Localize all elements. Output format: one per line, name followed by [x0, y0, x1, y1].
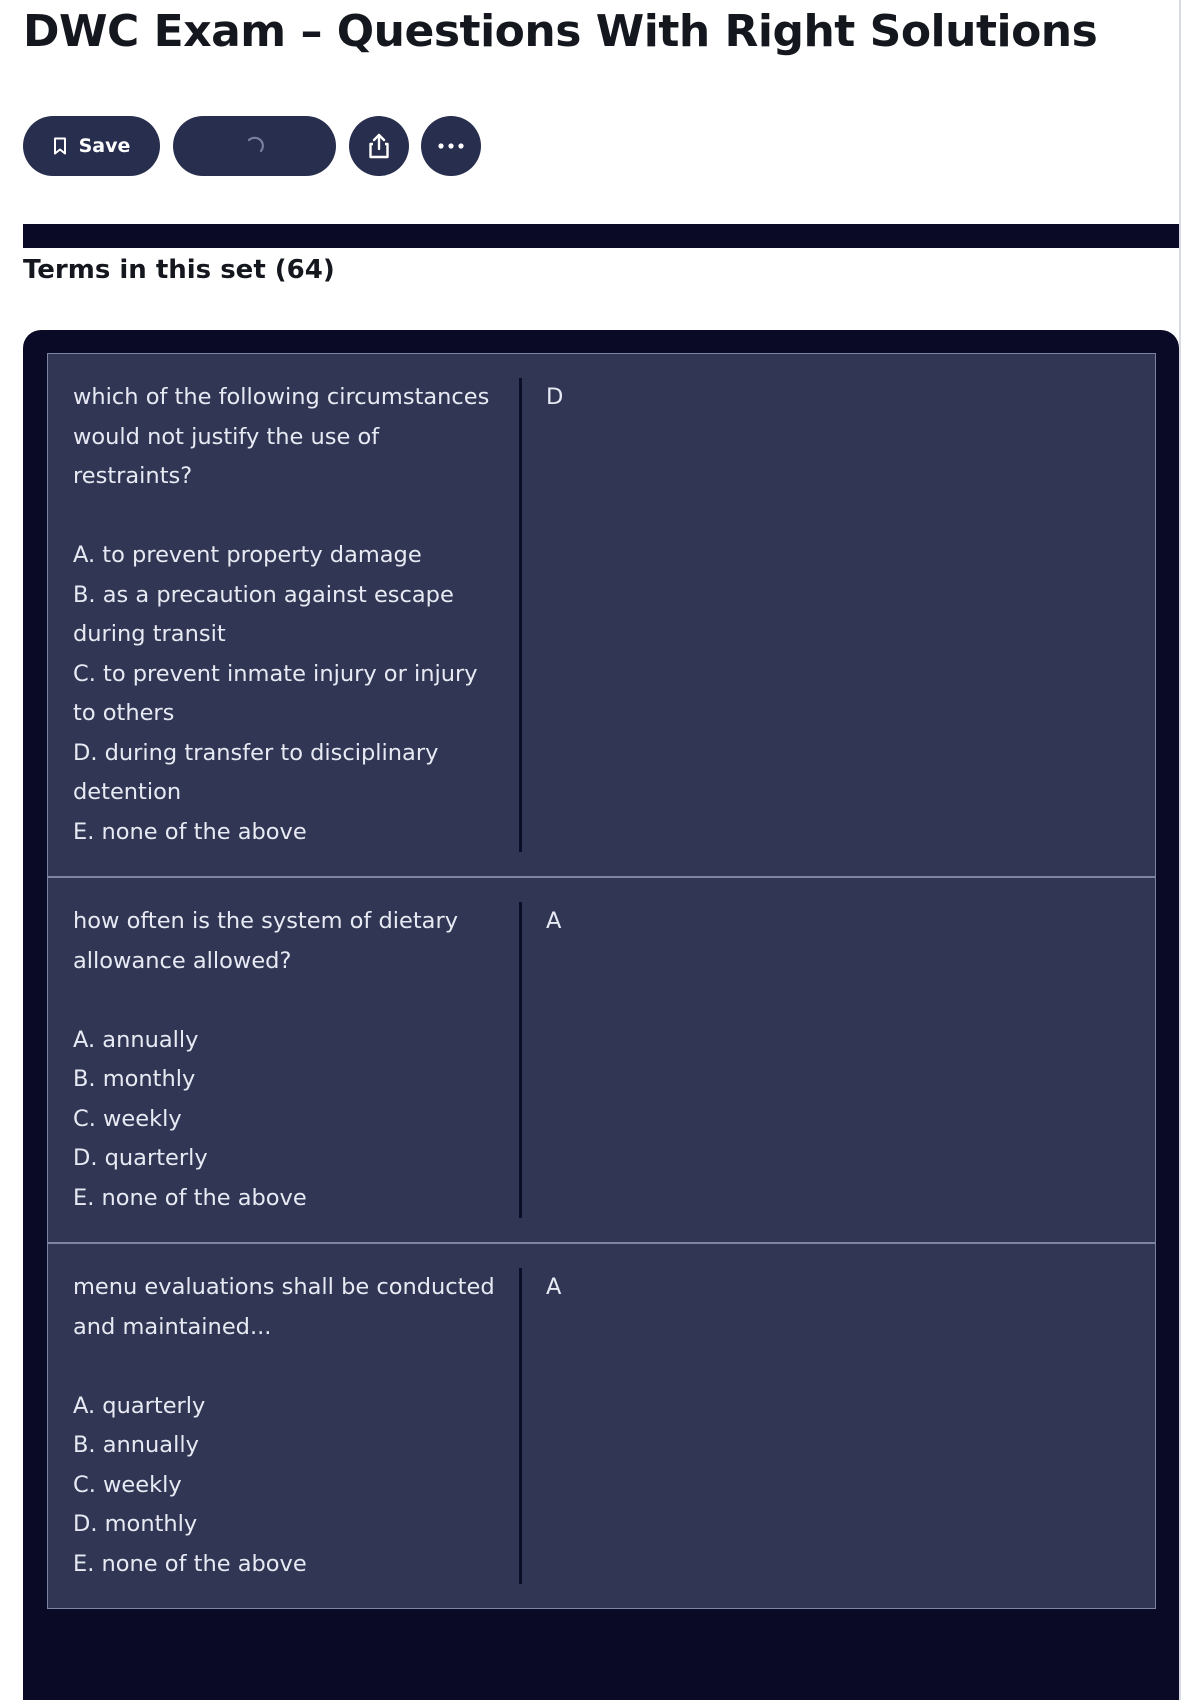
spinner-icon — [243, 134, 267, 158]
question-text: menu evaluations shall be conducted and maintained... — [73, 1274, 495, 1340]
term-answer: A — [546, 1274, 562, 1300]
answer-option: D. monthly — [73, 1511, 198, 1537]
term-answer: D — [546, 384, 564, 410]
answer-option: A. to prevent property damage — [73, 542, 422, 568]
toolbar — [23, 116, 481, 176]
more-horizontal-icon — [437, 142, 465, 150]
question-text: how often is the system of dietary allowance allowed? — [73, 908, 459, 974]
page-title: DWC Exam – Questions With Right Solutions — [23, 6, 1098, 57]
term-question — [48, 378, 522, 852]
terms-heading: Terms in this set (64) — [23, 255, 335, 285]
share-icon — [366, 132, 392, 160]
term-question — [48, 902, 522, 1218]
answer-option: D. quarterly — [73, 1145, 208, 1171]
term-row — [48, 1242, 1155, 1608]
terms-list — [47, 353, 1156, 1609]
bookmark-icon — [53, 137, 67, 155]
question-text: which of the following circumstances would not justify the use of restraints? — [73, 384, 490, 489]
more-options-button[interactable] — [421, 116, 481, 176]
answer-option: E. none of the above — [73, 818, 307, 845]
answer-option: C. weekly — [73, 1471, 182, 1498]
answer-option: B. as a precaution against escape during transit — [73, 581, 454, 647]
answer-option: B. monthly — [73, 1066, 196, 1092]
term-row — [48, 876, 1155, 1242]
save-button-label: Save — [78, 135, 131, 157]
answer-option: B. annually — [73, 1432, 199, 1458]
term-answer: A — [546, 908, 562, 934]
answer-option: C. to prevent inmate injury or injury to others — [73, 660, 478, 726]
loading-button[interactable] — [173, 116, 336, 176]
page-edge-rule — [1179, 0, 1181, 1700]
answer-option: E. none of the above — [73, 1184, 307, 1211]
section-divider — [23, 224, 1179, 248]
answer-option: C. weekly — [73, 1105, 182, 1132]
answer-option: A. annually — [73, 1026, 199, 1053]
answer-option: D. during transfer to disciplinary detention — [73, 739, 439, 805]
answer-option: E. none of the above — [73, 1550, 307, 1577]
term-question — [48, 1268, 522, 1584]
share-button[interactable] — [349, 116, 409, 176]
answer-option: A. quarterly — [73, 1392, 206, 1419]
term-row — [48, 354, 1155, 876]
save-button[interactable] — [23, 116, 160, 176]
